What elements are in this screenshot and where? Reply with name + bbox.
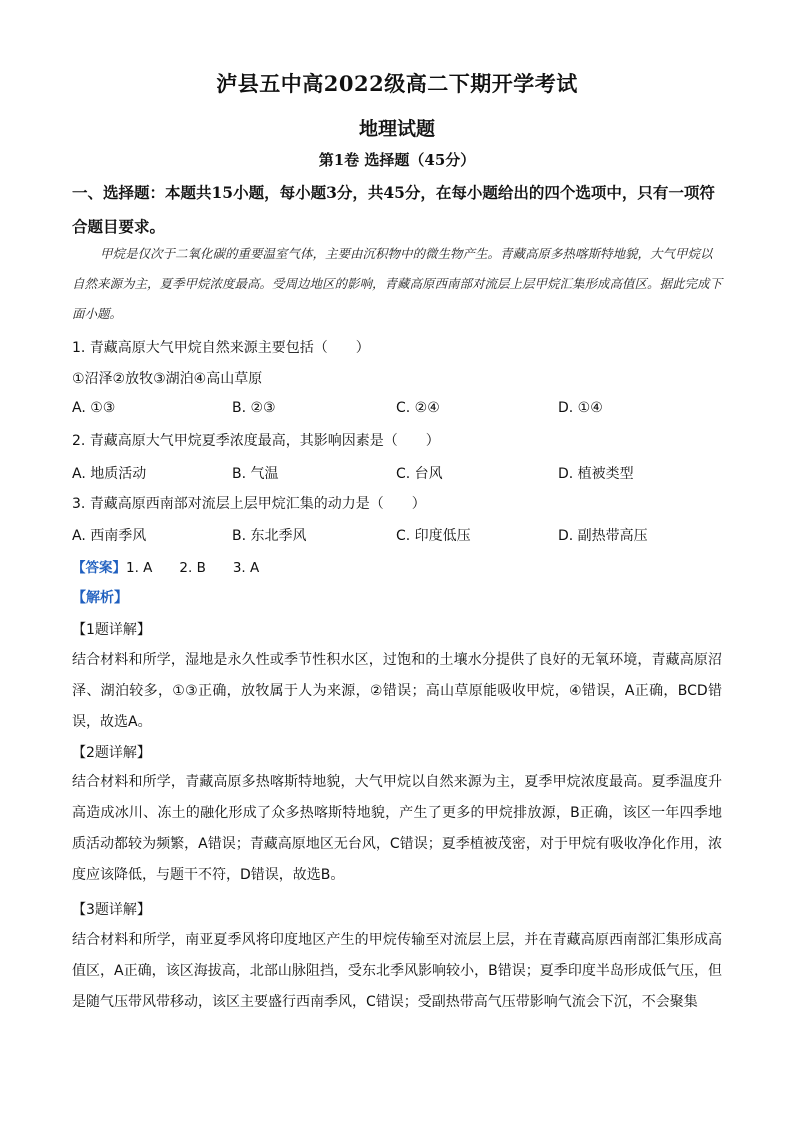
detail-1-paragraph: 结合材料和所学，湿地是永久性或季节性积水区，过饱和的土壤水分提供了良好的无氧环境，青藏高原沼泽、湖泊较多，①③正确，放牧属于人为来源，②错误；高山草原能吸收甲烷，④错误，A正确，BCD错误，故选A。: [72, 652, 722, 730]
question-1-option-d: D. ①④: [558, 400, 603, 416]
question-2-option-c: C. 台风: [396, 466, 443, 482]
question-1-items: ①沼泽②放牧③湖泊④高山草原: [72, 371, 263, 387]
analysis-label: 【解析】: [72, 590, 128, 606]
material-text: 甲烷是仅次于二氧化碳的重要温室气体，主要由沉积物中的微生物产生。青藏高原多热喀斯特地貌，大气甲烷以自然来源为主，夏季甲烷浓度最高。受周边地区的影响，青藏高原西南部对流层上层甲烷汇集形成高值区。据此完成下面小题。: [72, 246, 723, 321]
detail-1-label: 【1题详解】: [72, 622, 151, 638]
detail-2-label: 【2题详解】: [72, 745, 151, 761]
question-2-stem: 2. 青藏高原大气甲烷夏季浓度最高，其影响因素是（ ）: [72, 433, 440, 449]
detail-3-text: [72, 925, 722, 1018]
question-1-option-c: C. ②④: [396, 400, 440, 416]
question-1-stem: 1. 青藏高原大气甲烷自然来源主要包括（ ）: [72, 340, 370, 356]
detail-2-paragraph: 结合材料和所学，青藏高原多热喀斯特地貌，大气甲烷以自然来源为主，夏季甲烷浓度最高。夏季温度升高造成冰川、冻土的融化形成了众多热喀斯特地貌，产生了更多的甲烷排放源，B正确，该区一年四季地质活动都较为频繁，A错误；青藏高原地区无台风，C错误；夏季植被茂密，对于甲烷有吸收净化作用，浓度应该降低，与题干不符，D错误，故选B。: [72, 774, 722, 883]
question-3-option-d: D. 副热带高压: [558, 528, 648, 544]
question-2-option-d: D. 植被类型: [558, 466, 634, 482]
exam-title: 泸县五中高2022级高二下期开学考试: [216, 71, 578, 96]
answer-line: [72, 556, 259, 576]
question-3-option-c: C. 印度低压: [396, 528, 471, 544]
question-1-option-a: A. ①③: [72, 400, 116, 416]
section-instruction: 一、选择题：本题共15小题，每小题3分，共45分，在每小题给出的四个选项中，只有一项符合题目要求。: [72, 183, 715, 236]
question-2-option-a: A. 地质活动: [72, 466, 147, 482]
answer-label: 【答案】: [72, 560, 126, 576]
reading-material: [72, 239, 722, 329]
answer-text: 1. A 2. B 3. A: [126, 560, 260, 576]
question-3-stem: 3. 青藏高原西南部对流层上层甲烷汇集的动力是（ ）: [72, 496, 426, 512]
subject-title: 地理试题: [358, 118, 435, 140]
detail-3-paragraph: 结合材料和所学，南亚夏季风将印度地区产生的甲烷传输至对流层上层，并在青藏高原西南部汇集形成高值区，A正确，该区海拔高，北部山脉阻挡，受东北季风影响较小，B错误；夏季印度半岛形成低气压，但是随气压带风带移动，该区主要盛行西南季风，C错误；受副热带高气压带影响气流会下沉，不会聚集: [72, 932, 722, 1010]
part-title: 第1卷 选择题（45分）: [318, 151, 476, 169]
detail-2-text: [72, 767, 722, 891]
question-3-option-a: A. 西南季风: [72, 528, 147, 544]
question-2-option-b: B. 气温: [232, 466, 279, 482]
question-1-option-b: B. ②③: [232, 400, 276, 416]
detail-1-text: [72, 645, 722, 738]
detail-3-label: 【3题详解】: [72, 902, 151, 918]
question-3-option-b: B. 东北季风: [232, 528, 307, 544]
